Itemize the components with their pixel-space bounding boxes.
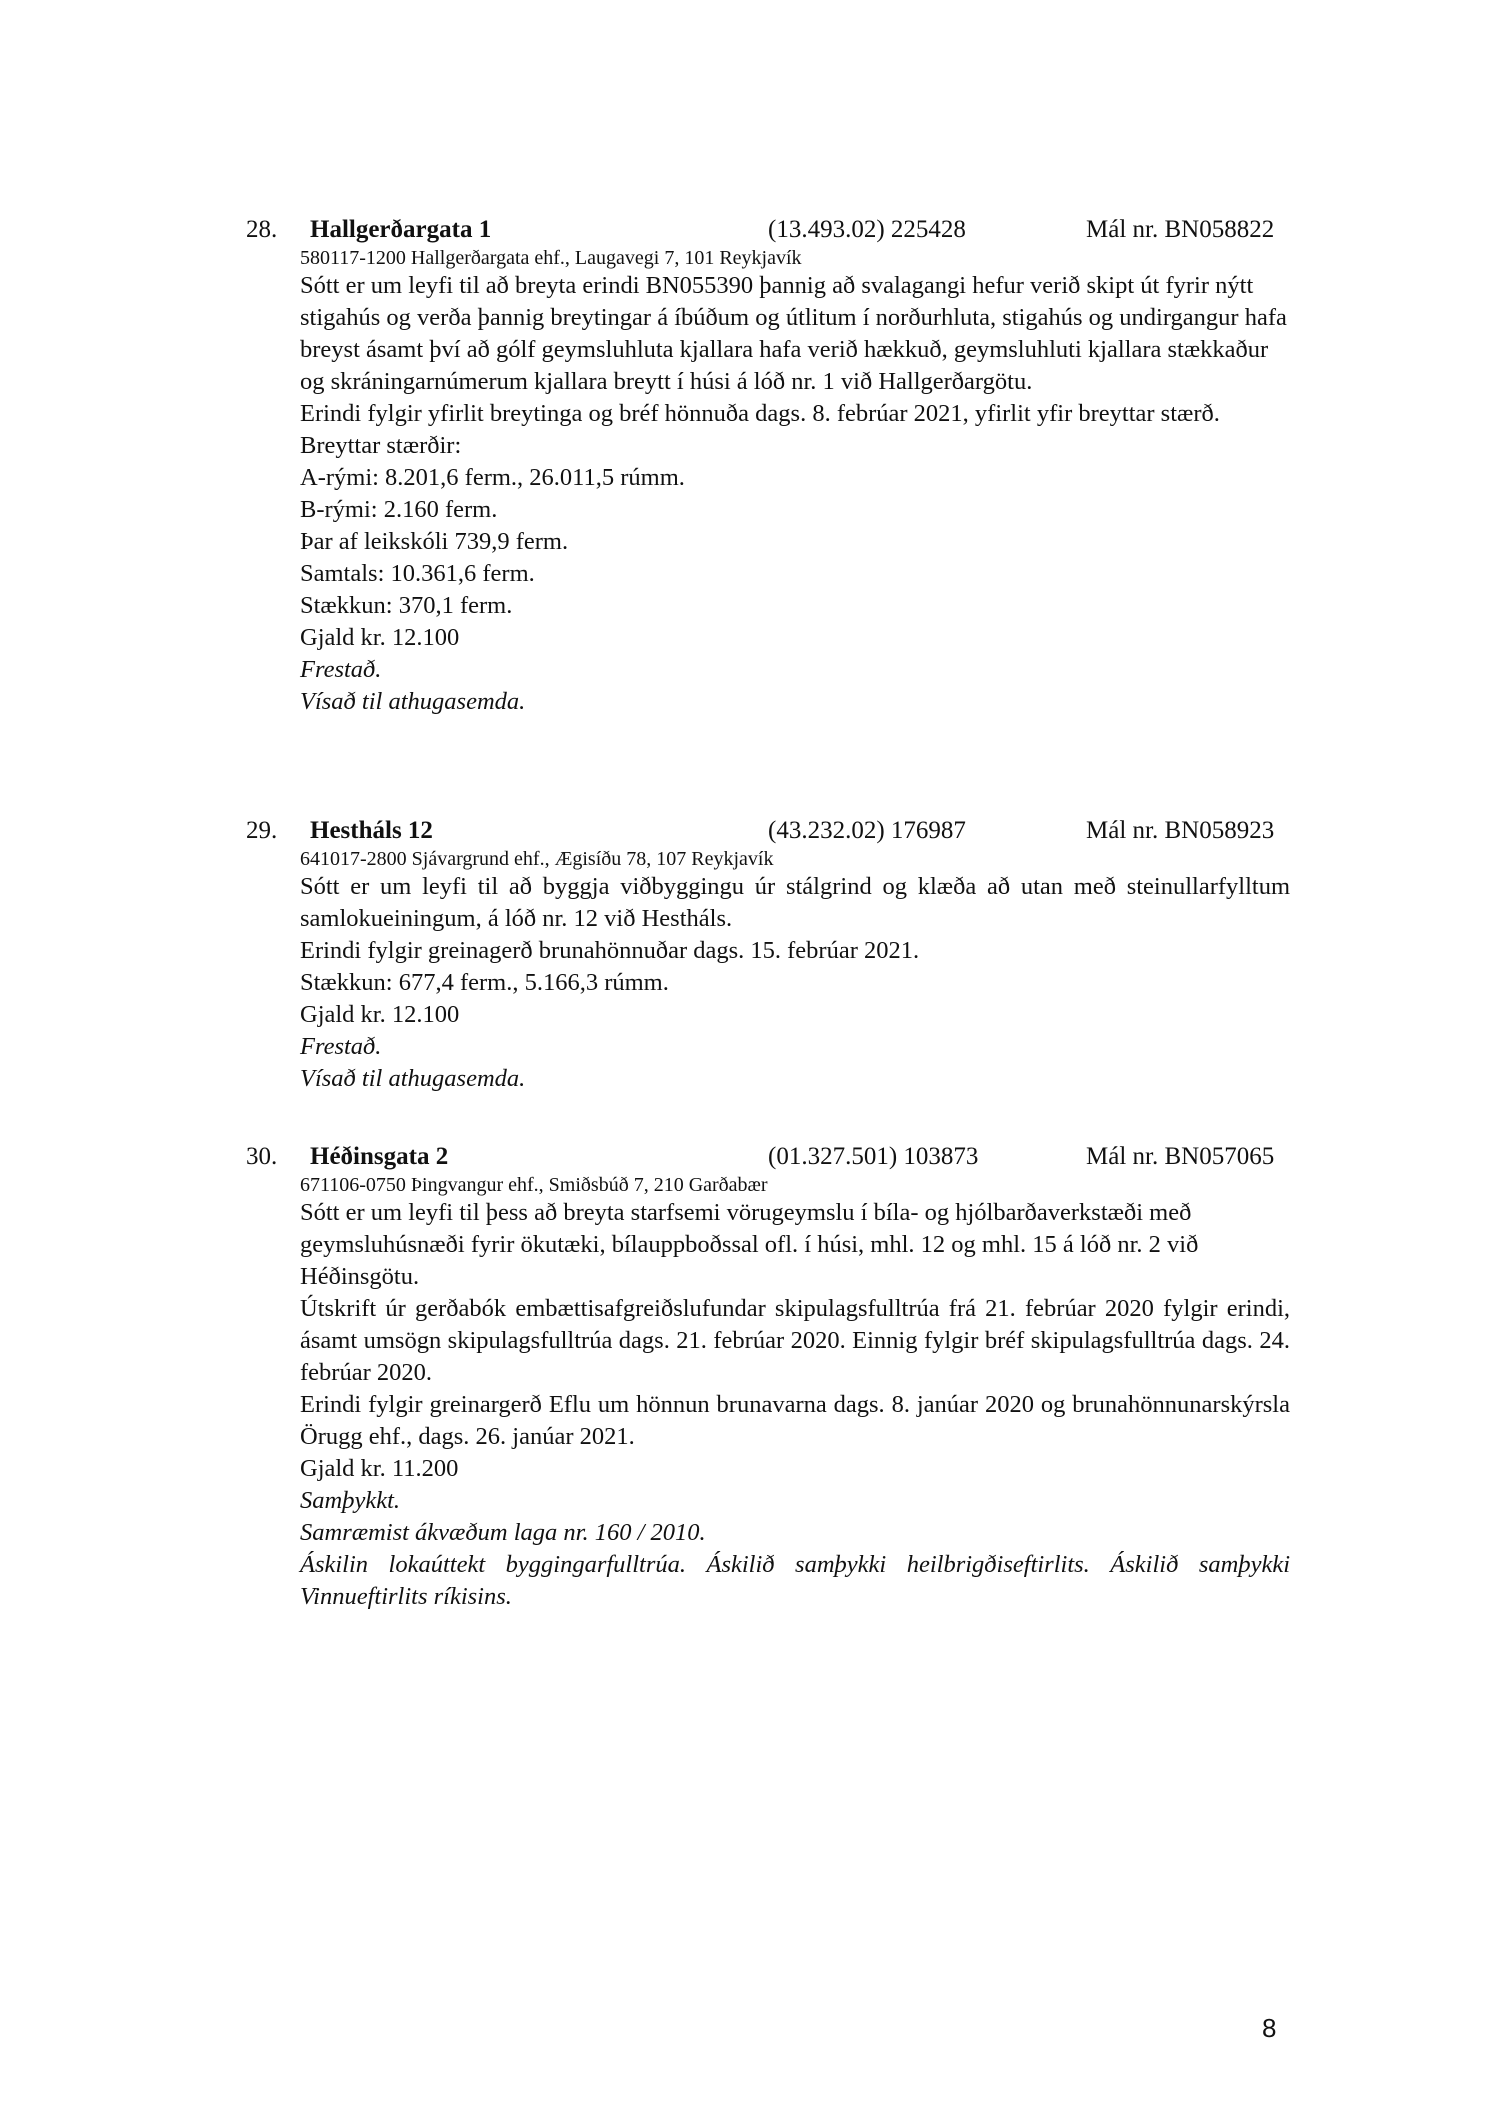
applicant: 580117-1200 Hallgerðargata ehf., Laugavegi 7, 101 Reykjavík	[300, 247, 802, 269]
decision: Samþykkt.	[300, 1487, 400, 1514]
item-header	[246, 1141, 1296, 1173]
decision: Vísað til athugasemda.	[300, 688, 526, 715]
decision: Áskilin lokaúttekt byggingarfulltrúa. Áskilið samþykki heilbrigðiseftirlits. Áskilið samþykki Vinnueftirlits ríkisins.	[300, 1551, 1290, 1610]
size-line: A-rými: 8.201,6 ferm., 26.011,5 rúmm.	[300, 464, 685, 491]
item-body	[300, 1173, 1290, 1613]
item-body	[300, 847, 1290, 1095]
description: Sótt er um leyfi til að breyta erindi BN055390 þannig að svalagangi hefur verið skipt út fyrir nýtt stigahús og verða þannig breytingar á íbúðum og útlitum í norðurhluta, stigahús og undirgangur hafa breyst ásamt því að gólf geymsluhluta kjallara hafa verið hækkuð, geymsluhluti kjallara stækkaður og skráningarnúmerum kjallara breytt í húsi á lóð nr. 1 við Hallgerðargötu.	[300, 272, 1287, 395]
decision: Frestað.	[300, 656, 382, 683]
item-address: Hestháls 12	[310, 817, 433, 844]
item-case-number: Mál nr. BN058822	[1086, 216, 1275, 243]
description: Sótt er um leyfi til að byggja viðbyggingu úr stálgrind og klæða að utan með steinullarfylltum samlokueiningum, á lóð nr. 12 við Hestháls.	[300, 873, 1290, 932]
size-line: Stækkun: 370,1 ferm.	[300, 592, 513, 619]
item-address: Héðinsgata 2	[310, 1143, 449, 1170]
decision: Frestað.	[300, 1033, 382, 1060]
item-case-number: Mál nr. BN057065	[1086, 1143, 1275, 1170]
applicant: 641017-2800 Sjávargrund ehf., Ægisíðu 78, 107 Reykjavík	[300, 848, 774, 870]
item-header	[246, 214, 1296, 246]
attachments: Erindi fylgir greinagerð brunahönnuðar dags. 15. febrúar 2021.	[300, 937, 920, 964]
item-case-number: Mál nr. BN058923	[1086, 817, 1275, 844]
item-number: 29.	[246, 817, 278, 844]
size-line: Stækkun: 677,4 ferm., 5.166,3 rúmm.	[300, 969, 669, 996]
size-line: Samtals: 10.361,6 ferm.	[300, 560, 535, 587]
decision: Vísað til athugasemda.	[300, 1065, 526, 1092]
decision: Samræmist ákvæðum laga nr. 160 / 2010.	[300, 1519, 706, 1546]
size-line: B-rými: 2.160 ferm.	[300, 496, 498, 523]
page-number: 8	[1262, 2013, 1277, 2043]
attachments: Erindi fylgir greinargerð Eflu um hönnun brunavarna dags. 8. janúar 2020 og brunahönnunarskýrsla Örugg ehf., dags. 26. janúar 2021.	[300, 1391, 1290, 1450]
case-item-28	[246, 214, 1296, 718]
extract: Útskrift úr gerðabók embættisafgreiðslufundar skipulagsfulltrúa frá 21. febrúar 2020 fylgir erindi, ásamt umsögn skipulagsfulltrúa dags. 21. febrúar 2020. Einnig fylgir bréf skipulagsfulltrúa dags. 24. febrúar 2020.	[300, 1295, 1290, 1386]
case-item-30	[246, 1141, 1296, 1613]
fee-line: Gjald kr. 12.100	[300, 624, 460, 651]
size-line: Breyttar stærðir:	[300, 432, 462, 459]
item-number: 30.	[246, 1143, 278, 1170]
item-reference: (43.232.02) 176987	[768, 817, 966, 844]
applicant: 671106-0750 Þingvangur ehf., Smiðsbúð 7, 210 Garðabær	[300, 1174, 768, 1196]
fee-line: Gjald kr. 12.100	[300, 1001, 460, 1028]
item-number: 28.	[246, 216, 278, 243]
attachments: Erindi fylgir yfirlit breytinga og bréf hönnuða dags. 8. febrúar 2021, yfirlit yfir breyttar stærð.	[300, 400, 1220, 427]
item-address: Hallgerðargata 1	[310, 216, 492, 243]
fee-line: Gjald kr. 11.200	[300, 1455, 459, 1482]
description: Sótt er um leyfi til þess að breyta starfsemi vörugeymslu í bíla- og hjólbarðaverkstæði með geymsluhúsnæði fyrir ökutæki, bílauppboðssal ofl. í húsi, mhl. 12 og mhl. 15 á lóð nr. 2 við Héðinsgötu.	[300, 1199, 1199, 1290]
item-header	[246, 815, 1296, 847]
size-line: Þar af leikskóli 739,9 ferm.	[300, 528, 569, 555]
item-reference: (13.493.02) 225428	[768, 216, 966, 243]
case-item-29	[246, 815, 1296, 1095]
item-body	[300, 246, 1290, 718]
item-reference: (01.327.501) 103873	[768, 1143, 979, 1170]
